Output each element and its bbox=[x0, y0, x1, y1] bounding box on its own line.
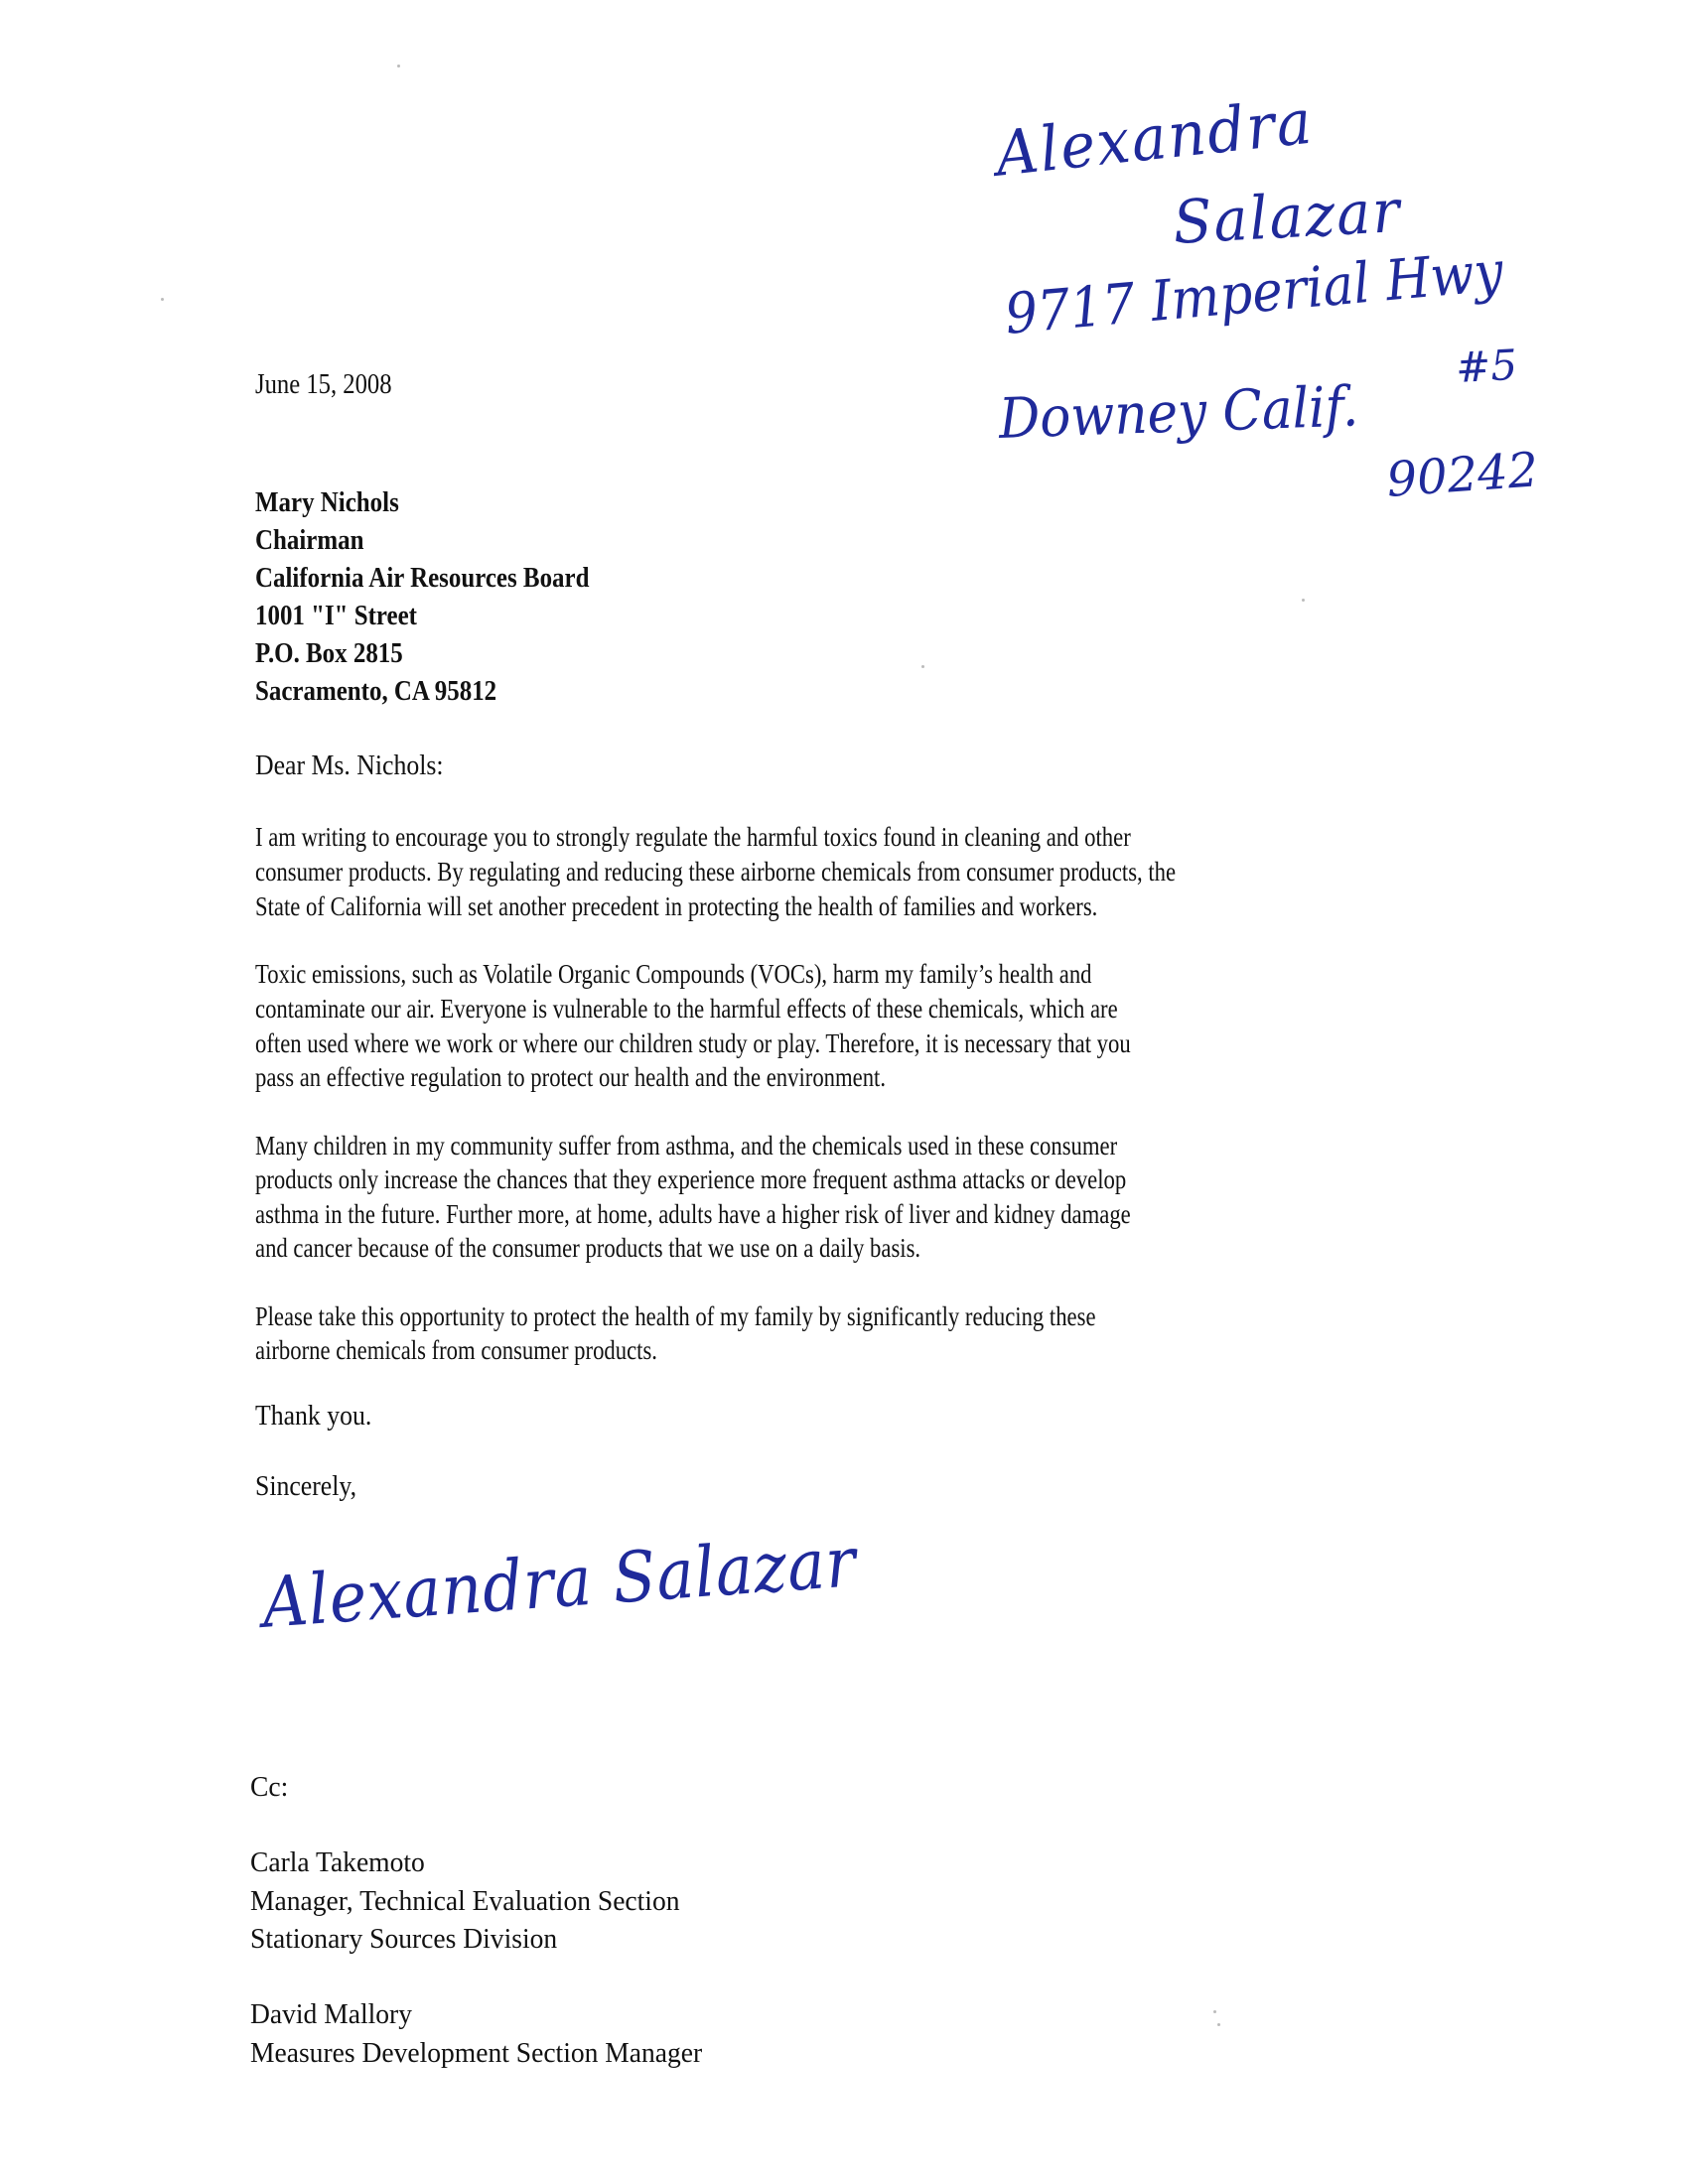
letter-date: June 15, 2008 bbox=[255, 369, 392, 400]
scan-speck bbox=[1302, 599, 1305, 602]
cc-recipient-title: Measures Development Section Manager bbox=[250, 2037, 703, 2069]
recipient-title: Chairman bbox=[255, 524, 364, 556]
paragraph-line: Many children in my community suffer from asthma, and the chemicals used in these consumer bbox=[255, 1131, 1118, 1160]
scan-speck bbox=[921, 665, 924, 668]
scan-speck bbox=[1213, 2010, 1216, 2013]
recipient-organization: California Air Resources Board bbox=[255, 562, 590, 594]
scan-speck bbox=[397, 65, 400, 68]
paragraph-line: consumer products. By regulating and reducing these airborne chemicals from consumer products, the bbox=[255, 857, 1177, 887]
handwritten-zip: 90242 bbox=[1384, 442, 1540, 508]
paragraph-line: often used where we work or where our children study or play. Therefore, it is necessary that you bbox=[255, 1028, 1131, 1058]
closing: Sincerely, bbox=[255, 1471, 357, 1502]
paragraph-line: asthma in the future. Further more, at home, adults have a higher risk of liver and kidney damage bbox=[255, 1199, 1131, 1229]
paragraph-line: products only increase the chances that they experience more frequent asthma attacks or develop bbox=[255, 1164, 1127, 1194]
paragraph-line: I am writing to encourage you to strongly regulate the harmful toxics found in cleaning and other bbox=[255, 822, 1131, 852]
recipient-name: Mary Nichols bbox=[255, 486, 399, 518]
paragraph-line: airborne chemicals from consumer products. bbox=[255, 1335, 657, 1365]
cc-label: Cc: bbox=[250, 1771, 289, 1803]
recipient-street: 1001 "I" Street bbox=[255, 600, 417, 631]
handwritten-city: Downey Calif. bbox=[997, 374, 1360, 452]
recipient-city: Sacramento, CA 95812 bbox=[255, 675, 497, 707]
paragraph-line: and cancer because of the consumer products that we use on a daily basis. bbox=[255, 1233, 921, 1263]
closing-thanks: Thank you. bbox=[255, 1401, 372, 1432]
paragraph-line: Please take this opportunity to protect the health of my family by significantly reducing these bbox=[255, 1301, 1096, 1331]
signature: Alexandra Salazar bbox=[259, 1521, 860, 1644]
handwritten-name-last: Salazar bbox=[1171, 176, 1403, 258]
paragraph-line: contaminate our air. Everyone is vulnerable to the harmful effects of these chemicals, which are bbox=[255, 994, 1118, 1024]
handwritten-street: 9717 Imperial Hwy bbox=[1002, 239, 1506, 347]
cc-recipient-division: Stationary Sources Division bbox=[250, 1923, 558, 1955]
paragraph-line: Toxic emissions, such as Volatile Organic Compounds (VOCs), harm my family’s health and bbox=[255, 959, 1092, 989]
cc-recipient-name: Carla Takemoto bbox=[250, 1846, 425, 1878]
cc-recipient-title: Manager, Technical Evaluation Section bbox=[250, 1885, 680, 1917]
salutation: Dear Ms. Nichols: bbox=[255, 751, 444, 781]
paragraph-line: pass an effective regulation to protect our health and the environment. bbox=[255, 1062, 887, 1092]
cc-recipient-name: David Mallory bbox=[250, 1998, 412, 2030]
handwritten-name-first: Alexandra bbox=[992, 84, 1317, 191]
scan-speck bbox=[161, 298, 164, 301]
scan-speck bbox=[1217, 2023, 1220, 2026]
handwritten-unit: #5 bbox=[1454, 340, 1519, 392]
paragraph-line: State of California will set another precedent in protecting the health of families and workers. bbox=[255, 891, 1098, 921]
recipient-po-box: P.O. Box 2815 bbox=[255, 637, 403, 669]
